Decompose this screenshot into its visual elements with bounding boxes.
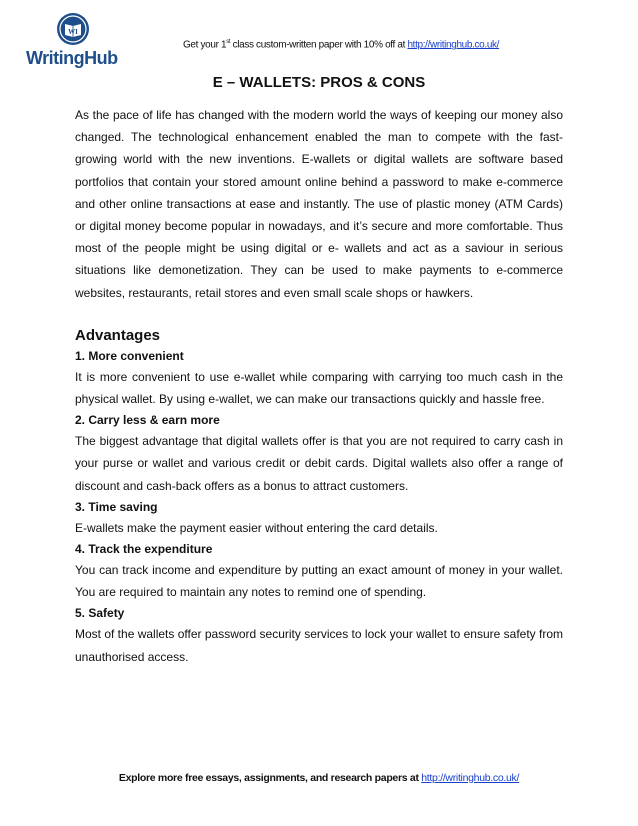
document-body [75,104,563,668]
book-badge-icon [56,12,90,46]
advantage-title-1: 1. More convenient [75,348,184,363]
logo-wordmark: WritingHub [26,48,118,68]
svg-text:WI: WI [68,28,78,36]
intro-paragraph: As the pace of life has changed with the modern world the ways of keeping our money also changed. The technological enhancement enabled the man to compete with the fast-growing world with the new inventions. E-wallets or digital wallets are software based portfolios that contain your stored amount online behind a password to make e-commerce and other online transactions at ease and instantly. The use of plastic money (ATM Cards) or digital money become popular in nowadays, and it’s secure and more comfortable. Thus most of the people might be using digital or e- wallets and act as a saviour in serious situations like demonetization. They can be used to make payments to e-commerce websites, restaurants, retail stores and even small scale shops or hawkers. [75,108,563,300]
header-promo [183,39,499,50]
advantage-text-3: E-wallets make the payment easier without entering the card details. [75,520,438,535]
writinghub-logo[interactable] [26,12,126,70]
advantage-text-2: The biggest advantage that digital wallets offer is that you are not required to carry cash in your purse or wallet and various credit or debit cards. Digital wallets also offer a range of discount and cash-back offers as a bonus to attract customers. [75,434,563,493]
advantage-text-1: It is more convenient to use e-wallet while comparing with carrying too much cash in the physical wallet. By using e-wallet, we can make our transactions quickly and hassle free. [75,369,563,407]
advantage-title-2: 2. Carry less & earn more [75,413,220,428]
advantage-text-4: You can track income and expenditure by putting an exact amount of money in your wallet. You are required to maintain any notes to remind one of spending. [75,563,563,600]
footer-promo [0,772,638,784]
advantage-title-4: 4. Track the expenditure [75,542,213,557]
advantage-text-5: Most of the wallets offer password security services to lock your wallet to ensure safety from unauthorised access. [75,627,563,664]
footer-text: Explore more free essays, assignments, and research papers at [118,772,422,784]
header-superscript: st [226,39,231,45]
header-prefix: Get your 1 [183,39,227,51]
advantage-title-3: 3. Time saving [75,499,158,514]
header-link[interactable]: http://writinghub.co.uk/ [407,39,500,51]
page-title: E – WALLETS: PROS & CONS [212,74,426,91]
advantages-heading: Advantages [75,326,161,344]
footer-link[interactable]: http://writinghub.co.uk/ [421,772,520,784]
advantage-title-5: 5. Safety [75,606,125,621]
header-middle: class custom-written paper with 10% off at [230,39,408,51]
